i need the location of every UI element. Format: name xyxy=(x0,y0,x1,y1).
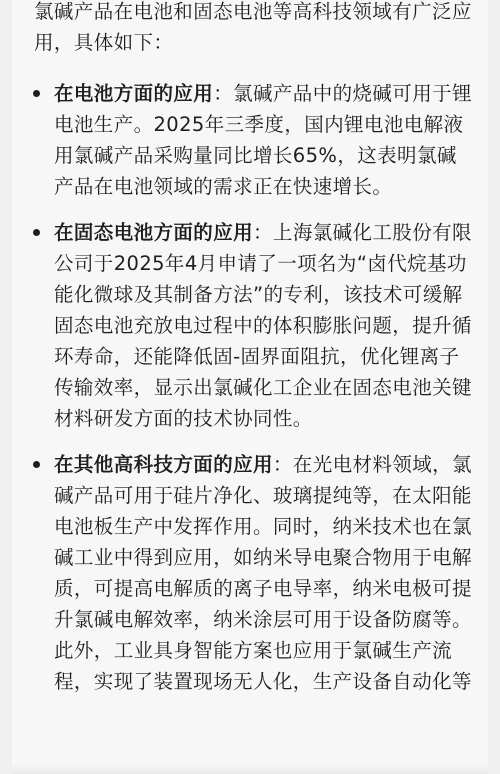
point-title: 在电池方面的应用 xyxy=(54,82,214,105)
intro-paragraph: 氯碱产品在电池和固态电池等高科技领域有广泛应用，具体如下： xyxy=(34,0,472,54)
point-separator: ： xyxy=(272,453,293,476)
point-separator: ： xyxy=(253,221,273,244)
point-body: 上海氯碱化工股份有限公司于2025年4月申请了一项名为“卤代烷基功能化微球及其制备方法”的专利，该技术可缓解固态电池充放电过程中的体积膨胀问题，提升循环寿命，还能降低固-固界面阻抗，优化锂离子传输效率，显示出氯碱化工企业在固态电池关键材料研发方面的技术协同性。 xyxy=(54,221,472,430)
point-separator: ： xyxy=(213,82,234,105)
list-item xyxy=(34,78,474,202)
point-title: 在其他高科技方面的应用 xyxy=(54,453,273,476)
answer-content xyxy=(34,0,474,712)
bullet-icon xyxy=(33,461,40,468)
bullet-list xyxy=(34,78,474,697)
list-item xyxy=(34,449,474,697)
list-item xyxy=(34,217,474,434)
point-body: 氯碱产品中的烧碱可用于锂电池生产。2025年三季度，国内锂电池电解液用氯碱产品采购量同比增长65%，这表明氯碱产品在电池领域的需求正在快速增长。 xyxy=(54,82,472,198)
bullet-icon xyxy=(33,229,40,236)
bullet-icon xyxy=(33,90,40,97)
answer-card xyxy=(12,0,488,774)
point-body: 在光电材料领域，氯碱产品可用于硅片净化、玻璃提纯等，在太阳能电池板生产中发挥作用。同时，纳米技术也在氯碱工业中得到应用，如纳米导电聚合物用于电解质，可提高电解质的离子电导率，纳米电极可提升氯碱电解效率，纳米涂层可用于设备防腐等。此外，工业具身智能方案也应用于氯碱生产流程，实现了装置现场无人化，生产设备自动化等 xyxy=(54,453,472,693)
point-title: 在固态电池方面的应用 xyxy=(54,221,254,244)
bottom-fade xyxy=(12,764,488,774)
